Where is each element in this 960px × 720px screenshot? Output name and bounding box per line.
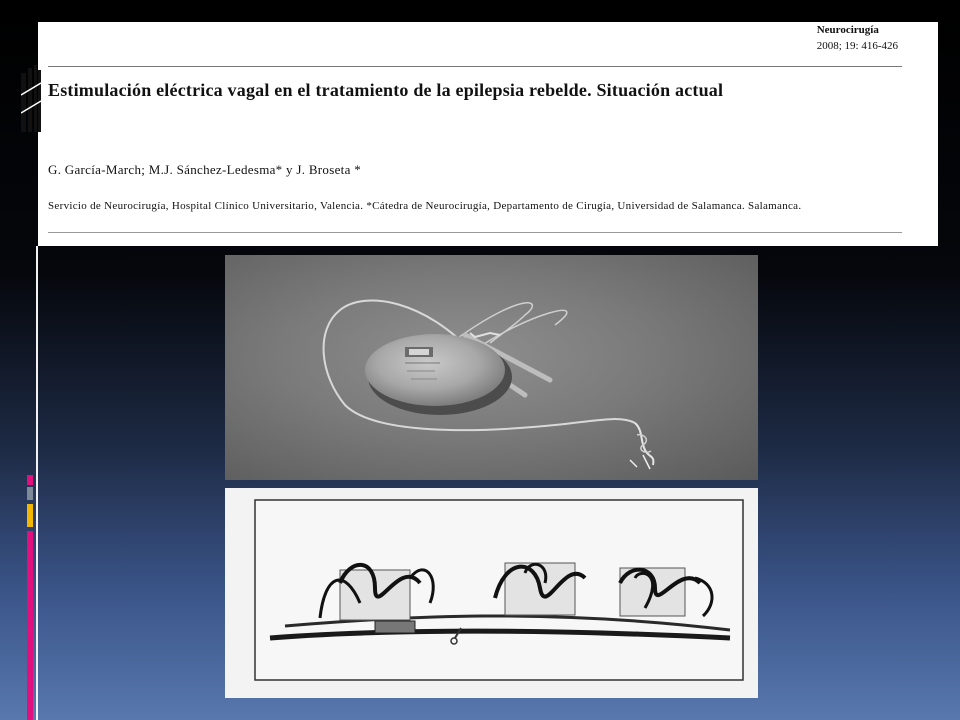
stimulator-generator-image bbox=[225, 255, 758, 480]
helical-electrode-drawing bbox=[225, 488, 758, 698]
stimulator-generator-photo bbox=[225, 255, 758, 480]
header-rule-top bbox=[48, 66, 902, 67]
paper-authors: G. García-March; M.J. Sánchez-Ledesma* y J. Broseta * bbox=[48, 162, 361, 177]
journal-citation bbox=[817, 22, 898, 54]
paper-affiliation: Servicio de Neurocirugía, Hospital Clínico Universitario, Valencia. *Cátedra de Neurocirugía, Departamento de Cirugía, Universidad de Salamanca. Salamanca. bbox=[48, 200, 802, 212]
accent-line-white bbox=[36, 246, 38, 720]
accent-bar-gold bbox=[27, 504, 33, 527]
accent-bar-pink-bottom bbox=[27, 531, 33, 720]
paper-header-clipping bbox=[38, 22, 938, 246]
helical-electrode-image bbox=[225, 488, 758, 698]
journal-reference: 2008; 19: 416-426 bbox=[816, 40, 898, 52]
paper-title: Estimulación eléctrica vagal en el tratamiento de la epilepsia rebelde. Situación actual bbox=[48, 80, 724, 100]
journal-logo-icon bbox=[21, 65, 41, 132]
header-rule-bottom bbox=[48, 232, 902, 233]
accent-bar-pink-top bbox=[27, 475, 33, 485]
accent-bar-gray bbox=[27, 487, 33, 500]
journal-name: Neurocirugía bbox=[816, 24, 879, 36]
